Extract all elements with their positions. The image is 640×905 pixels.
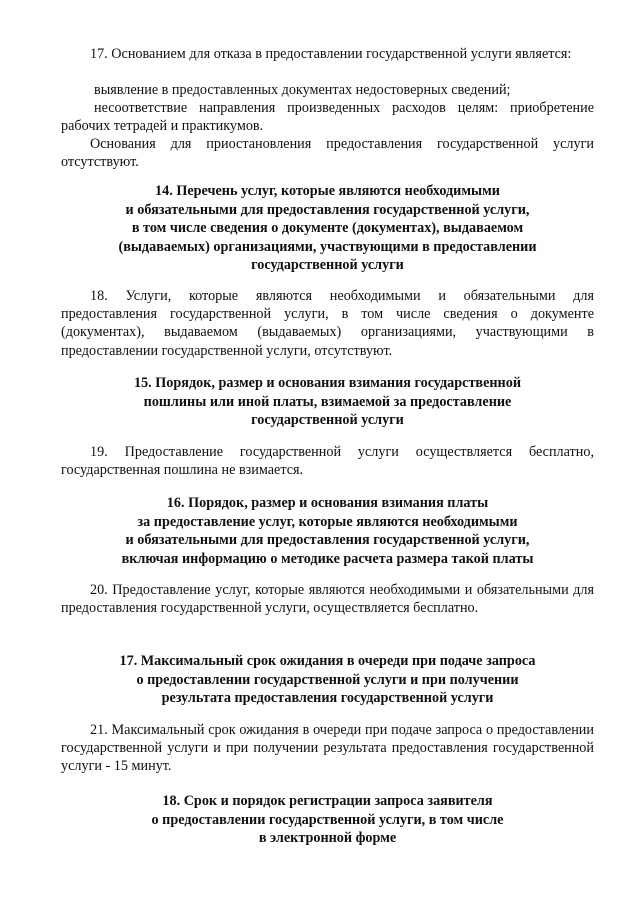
heading-line: и обязательными для предоставления государственной услуги, <box>125 532 530 549</box>
heading-line: 15. Порядок, размер и основания взимания государственной <box>133 375 522 391</box>
section-heading-17 <box>61 652 594 708</box>
paragraph-21: 21. Максимальный срок ожидания в очереди при подаче запроса о предоставлении государственной услуги и при получении результата предоставления государственной услуги - 15 минут. <box>61 722 594 775</box>
section-heading-15 <box>61 374 594 430</box>
paragraph-17-item-2: несоответствие направления произведенных расходов целям: приобретение рабочих тетрадей и практикумов. <box>61 100 594 135</box>
paragraph-18: 18. Услуги, которые являются необходимыми и обязательными для предоставления государственной услуги, в том числе сведения о документе (документах), выдаваемом (выдаваемых) организациями, участвующими в предоставлении государственной услуги, отсутствуют. <box>61 288 594 359</box>
heading-line: результата предоставления государственной услуги <box>161 690 494 707</box>
heading-line: 16. Порядок, размер и основания взимания платы <box>166 495 489 511</box>
section-heading-16 <box>61 494 594 568</box>
heading-line: и обязательными для предоставления государственной услуги, <box>125 201 530 218</box>
paragraph-20: 20. Предоставление услуг, которые являются необходимыми и обязательными для предоставления государственной услуги, осуществляется бесплатно. <box>61 582 594 617</box>
heading-line: о предоставлении государственной услуги, в том числе <box>151 811 504 828</box>
heading-line: (выдаваемых) организациями, участвующими в предоставлении <box>118 238 537 255</box>
heading-line: о предоставлении государственной услуги и при получении <box>136 671 519 688</box>
paragraph-17-intro: 17. Основанием для отказа в предоставлении государственной услуги является: <box>90 46 572 62</box>
paragraph-17-suspension: Основания для приостановления предоставления государственной услуги отсутствуют. <box>61 136 594 171</box>
heading-line: в том числе сведения о документе (документах), выдаваемом <box>131 220 524 237</box>
heading-line: государственной услуги <box>251 412 404 429</box>
heading-line: пошлины или иной платы, взимаемой за предоставление <box>143 393 512 410</box>
section-heading-14 <box>61 182 594 275</box>
heading-line: государственной услуги <box>251 257 404 274</box>
heading-line: в электронной форме <box>258 830 397 847</box>
paragraph-19: 19. Предоставление государственной услуги осуществляется бесплатно, государственная пошлина не взимается. <box>61 444 594 479</box>
section-heading-18 <box>61 792 594 848</box>
heading-line: включая информацию о методике расчета размера такой платы <box>121 550 534 567</box>
heading-line: 14. Перечень услуг, которые являются необходимыми <box>155 183 500 199</box>
heading-line: за предоставление услуг, которые являются необходимыми <box>137 513 518 530</box>
heading-line: 17. Максимальный срок ожидания в очереди при подаче запроса <box>119 653 536 669</box>
heading-line: 18. Срок и порядок регистрации запроса заявителя <box>162 793 493 809</box>
paragraph-17-item-1: выявление в предоставленных документах недостоверных сведений; <box>94 82 511 98</box>
